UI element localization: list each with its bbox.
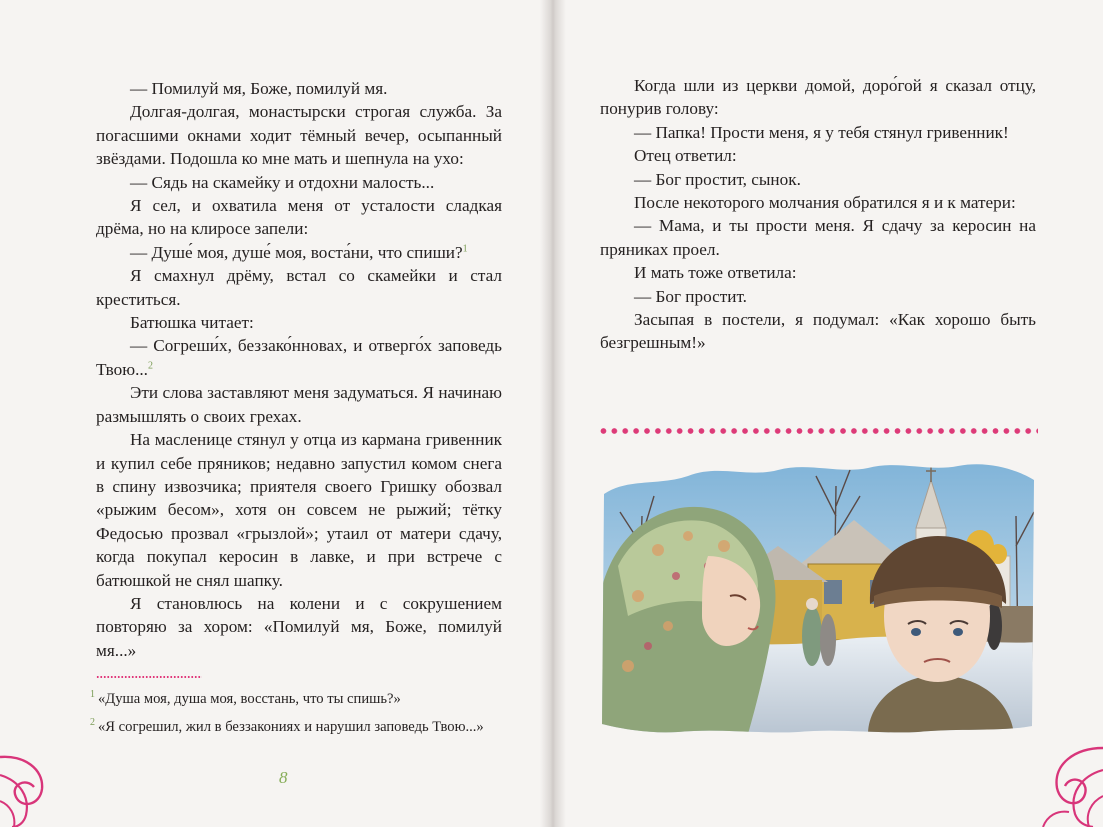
paragraph: Долгая-долгая, монастырски строгая служба. За погасшими окнами ходит тёмный вечер, осыпанный звёздами. Подошла ко мне мать и шепнула на ухо: <box>96 102 502 169</box>
footnote-number: 2 <box>90 717 95 729</box>
paragraph: — Папка! Прости меня, я у тебя стянул гривенник! <box>634 122 1009 142</box>
paragraph: Я становлюсь на колени и с сокрушением повторяю за хором: «Помилуй мя, Боже, помилуй мя...» <box>96 593 502 660</box>
paragraph: Эти слова заставляют меня задуматься. Я начинаю размышлять о своих грехах. <box>96 383 502 426</box>
footnote-separator <box>96 676 202 678</box>
book-gutter <box>540 0 566 827</box>
paragraph-text: — Душе́ моя, душе́ моя, воста́ни, что спиши? <box>130 242 463 262</box>
paragraph-with-footnote <box>96 334 502 381</box>
paragraph-text: — Согреши́х, беззако́нновах, и отверго́х заповедь Твою... <box>96 336 502 379</box>
paragraph: — Сядь на скамейку и отдохни малость... <box>130 172 435 192</box>
footnote-ref: 1 <box>462 243 468 255</box>
footnote-ref: 2 <box>147 360 153 372</box>
paragraph: И мать тоже ответила: <box>634 263 797 283</box>
right-text-column <box>600 74 1036 355</box>
footnote-number: 1 <box>90 689 95 700</box>
paragraph: — Бог простит. <box>634 286 747 306</box>
paragraph: — Помилуй мя, Боже, помилуй мя. <box>130 79 388 98</box>
left-text-column <box>96 77 502 662</box>
paragraph: Отец ответил: <box>634 146 737 166</box>
paragraph: Когда шли из церкви домой, доро́гой я сказал отцу, понурив голову: <box>600 76 1036 119</box>
paragraph: Я сел, и охватила меня от усталости сладкая дрёма, но на клиросе запели: <box>96 196 502 239</box>
footnotes <box>90 685 510 742</box>
paragraph: Батюшка читает: <box>130 313 254 333</box>
paragraph-with-footnote <box>96 241 502 264</box>
paragraph: — Бог простит, сынок. <box>634 169 801 189</box>
footnote-text: «Душа моя, душа моя, восстань, что ты спишь?» <box>98 690 401 707</box>
footnote <box>90 713 510 737</box>
decorative-swirl-icon <box>0 735 60 827</box>
page-number: 8 <box>279 768 288 787</box>
paragraph: После некоторого молчания обратился я и к матери: <box>634 193 1016 213</box>
story-illustration <box>598 456 1036 734</box>
paragraph: — Мама, и ты прости меня. Я сдачу за керосин на пряниках проел. <box>600 216 1036 259</box>
paragraph: Я смахнул дрёму, встал со скамейки и стал креститься. <box>96 266 502 309</box>
footnote <box>90 685 510 709</box>
decorative-swirl-icon <box>1023 730 1103 827</box>
dot-divider <box>598 427 1038 435</box>
paragraph: На масленице стянул у отца из кармана гривенник и купил себе пряников; недавно запустил комом снега в спину извозчика; приятеля своего Гришку обозвал «рыжим бесом», хотя он совсем не рыжий; тётку Федосью прозвал «грызлой»; утаил от матери сдачу, когда покупал керосин в лавке, и при встрече с батюшкой не снял шапку. <box>96 430 502 590</box>
paragraph: Засыпая в постели, я подумал: «Как хорошо быть безгрешным!» <box>600 310 1036 353</box>
footnote-text: «Я согрешил, жил в беззакониях и нарушил заповедь Твою...» <box>98 719 484 736</box>
